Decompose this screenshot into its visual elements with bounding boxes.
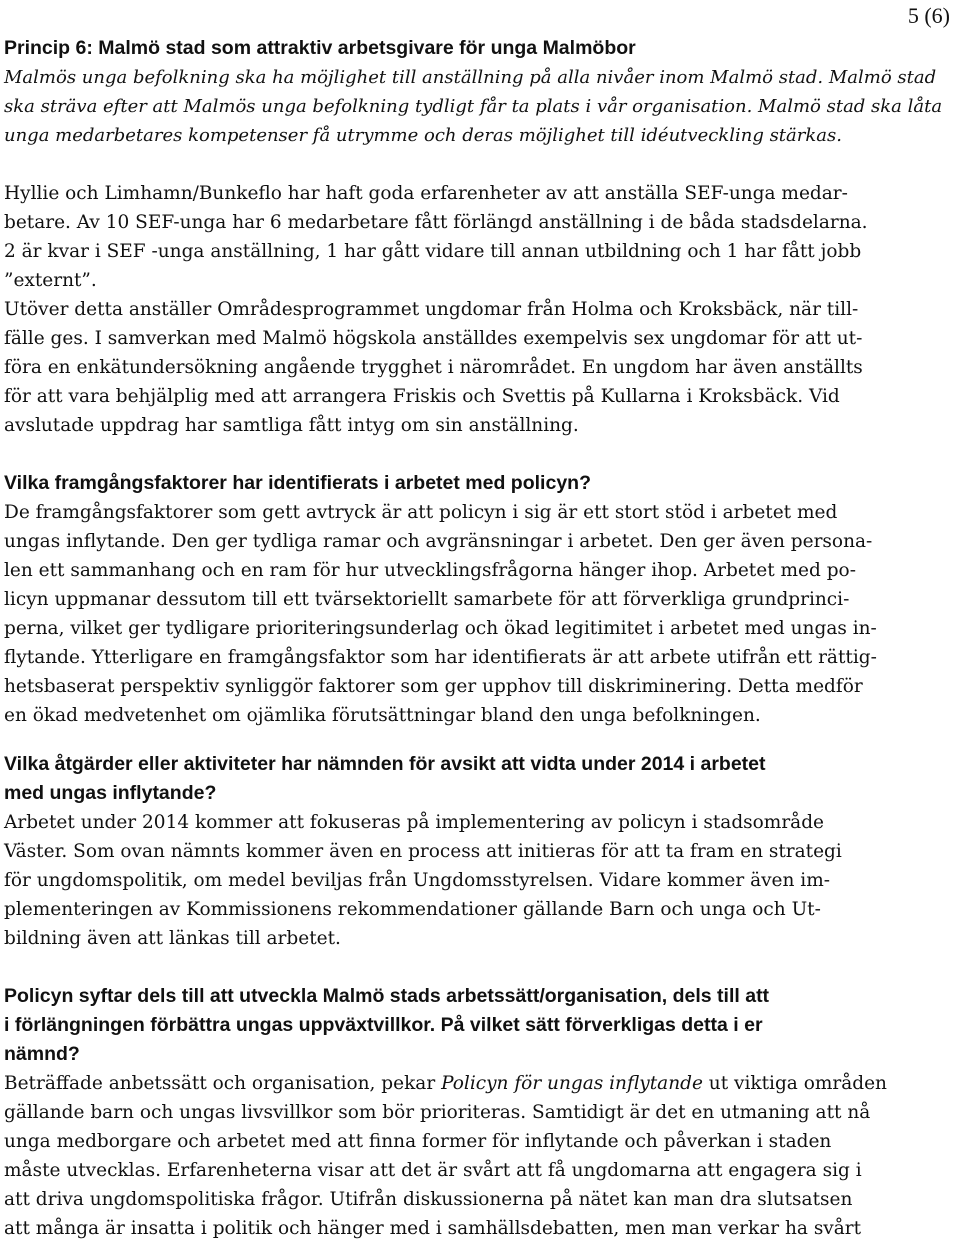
paragraph-line: bildning även att länkas till arbetet. xyxy=(4,928,341,949)
paragraph-line xyxy=(4,1069,887,1098)
paragraph-line: Hyllie och Limhamn/Bunkeflo har haft goda erfarenheter av att anställa SEF-unga medar- xyxy=(4,183,848,204)
paragraph-line: föra en enkätundersökning angående trygghet i närområdet. En ungdom har även anställts xyxy=(4,357,863,378)
policy-title-italic: Policyn för ungas inflytande xyxy=(441,1073,703,1094)
paragraph-line: De framgångsfaktorer som gett avtryck är att policyn i sig är ett stort stöd i arbetet med xyxy=(4,502,838,523)
section-heading: med ungas inflytande? xyxy=(4,782,217,804)
paragraph-line: betare. Av 10 SEF-unga har 6 medarbetare fått förlängd anställning i de båda stadsdelarna. xyxy=(4,212,868,233)
text-run: Beträffade anbetssätt och organisation, pekar xyxy=(4,1073,442,1094)
document-body xyxy=(4,34,943,1243)
section-heading: Policyn syftar dels till att utveckla Malmö stads arbetssätt/organisation, dels till att xyxy=(4,985,770,1007)
paragraph-line: unga medborgare och arbetet med att finna former för inflytande och påverkan i staden xyxy=(4,1131,832,1152)
paragraph-line: 2 är kvar i SEF -unga anställning, 1 har gått vidare till annan utbildning och 1 har fått jobb xyxy=(4,241,862,262)
paragraph-line: ungas inflytande. Den ger tydliga ramar och avgränsningar i arbetet. Den ger även persona- xyxy=(4,531,873,552)
paragraph-line: ”externt”. xyxy=(4,270,97,291)
section-heading: Vilka åtgärder eller aktiviteter har nämnden för avsikt att vidta under 2014 i arbetet xyxy=(4,753,766,775)
paragraph-line: hetsbaserat perspektiv synliggör faktorer som ger upphov till diskriminering. Detta medför xyxy=(4,676,863,697)
measures-2014-section xyxy=(4,750,878,953)
principle-heading: Princip 6: Malmö stad som attraktiv arbetsgivare för unga Malmöbor xyxy=(4,37,636,59)
page-number: 5 (6) xyxy=(907,3,950,28)
paragraph-line: fälle ges. I samverkan med Malmö högskola anställdes exempelvis sex ungdomar för att ut- xyxy=(4,328,863,349)
paragraph-line: Arbetet under 2014 kommer att fokuseras på implementering av policyn i stadsområde xyxy=(4,812,825,833)
principle-intro-line: unga medarbetares kompetenser få utrymme och deras möjlighet till idéutveckling stärkas. xyxy=(4,125,842,146)
paragraph-line: len ett sammanhang och en ram för hur utvecklingsfrågorna hänger ihop. Arbetet med po- xyxy=(4,560,856,581)
paragraph-line: Utöver detta anställer Områdesprogrammet ungdomar från Holma och Kroksbäck, när till- xyxy=(4,299,859,320)
paragraph-line: plementeringen av Kommissionens rekommendationer gällande Barn och unga och Ut- xyxy=(4,899,821,920)
paragraph-line: licyn uppmanar dessutom till ett tvärsektoriellt samarbete för att förverkliga grundprinci- xyxy=(4,589,850,610)
principle-section xyxy=(4,34,943,150)
paragraph-line: gällande barn och ungas livsvillkor som bör prioriteras. Samtidigt är det en utmaning att nå xyxy=(4,1102,871,1123)
paragraph-line: för ungdomspolitik, om medel beviljas från Ungdomsstyrelsen. Vidare kommer även im- xyxy=(4,870,831,891)
text-run: ut viktiga områden xyxy=(702,1073,887,1094)
success-factors-section xyxy=(4,469,878,730)
experience-paragraph xyxy=(4,179,878,440)
paragraph-line: att driva ungdomspolitiska frågor. Utifrån diskussionerna på nätet kan man dra slutsatsen xyxy=(4,1189,853,1210)
spacer xyxy=(4,953,878,982)
principle-intro-line: ska sträva efter att Malmös unga befolkning tydligt får ta plats i vår organisation. Malmö stad ska låta xyxy=(4,96,943,117)
policy-purpose-section xyxy=(4,982,887,1243)
paragraph-line: flytande. Ytterligare en framgångsfaktor som har identifierats är att arbete utifrån ett rättig- xyxy=(4,647,877,668)
paragraph-line: perna, vilket ger tydligare prioriteringsunderlag och ökad legitimitet i arbetet med ungas in- xyxy=(4,618,877,639)
principle-intro-line: Malmös unga befolkning ska ha möjlighet till anställning på alla nivåer inom Malmö stad. Malmö stad xyxy=(4,67,937,88)
spacer xyxy=(4,440,878,469)
section-heading: nämnd? xyxy=(4,1043,80,1065)
section-heading: Vilka framgångsfaktorer har identifierats i arbetet med policyn? xyxy=(4,472,591,494)
paragraph-line: att många är insatta i politik och hänger med i samhällsdebatten, men man verkar ha svårt xyxy=(4,1218,862,1239)
paragraph-line: Väster. Som ovan nämnts kommer även en process att initieras för att ta fram en strategi xyxy=(4,841,842,862)
paragraph-line: måste utvecklas. Erfarenheterna visar att det är svårt att få ungdomarna att engagera sig i xyxy=(4,1160,862,1181)
paragraph-line: för att vara behjälplig med att arrangera Friskis och Svettis på Kullarna i Kroksbäck. Vid xyxy=(4,386,840,407)
paragraph-line: en ökad medvetenhet om ojämlika förutsättningar bland den unga befolkningen. xyxy=(4,705,761,726)
spacer xyxy=(4,150,878,179)
paragraph-line: avslutade uppdrag har samtliga fått intyg om sin anställning. xyxy=(4,415,579,436)
section-heading: i förlängningen förbättra ungas uppväxtvillkor. På vilket sätt förverkligas detta i er xyxy=(4,1014,763,1036)
spacer xyxy=(4,730,878,750)
